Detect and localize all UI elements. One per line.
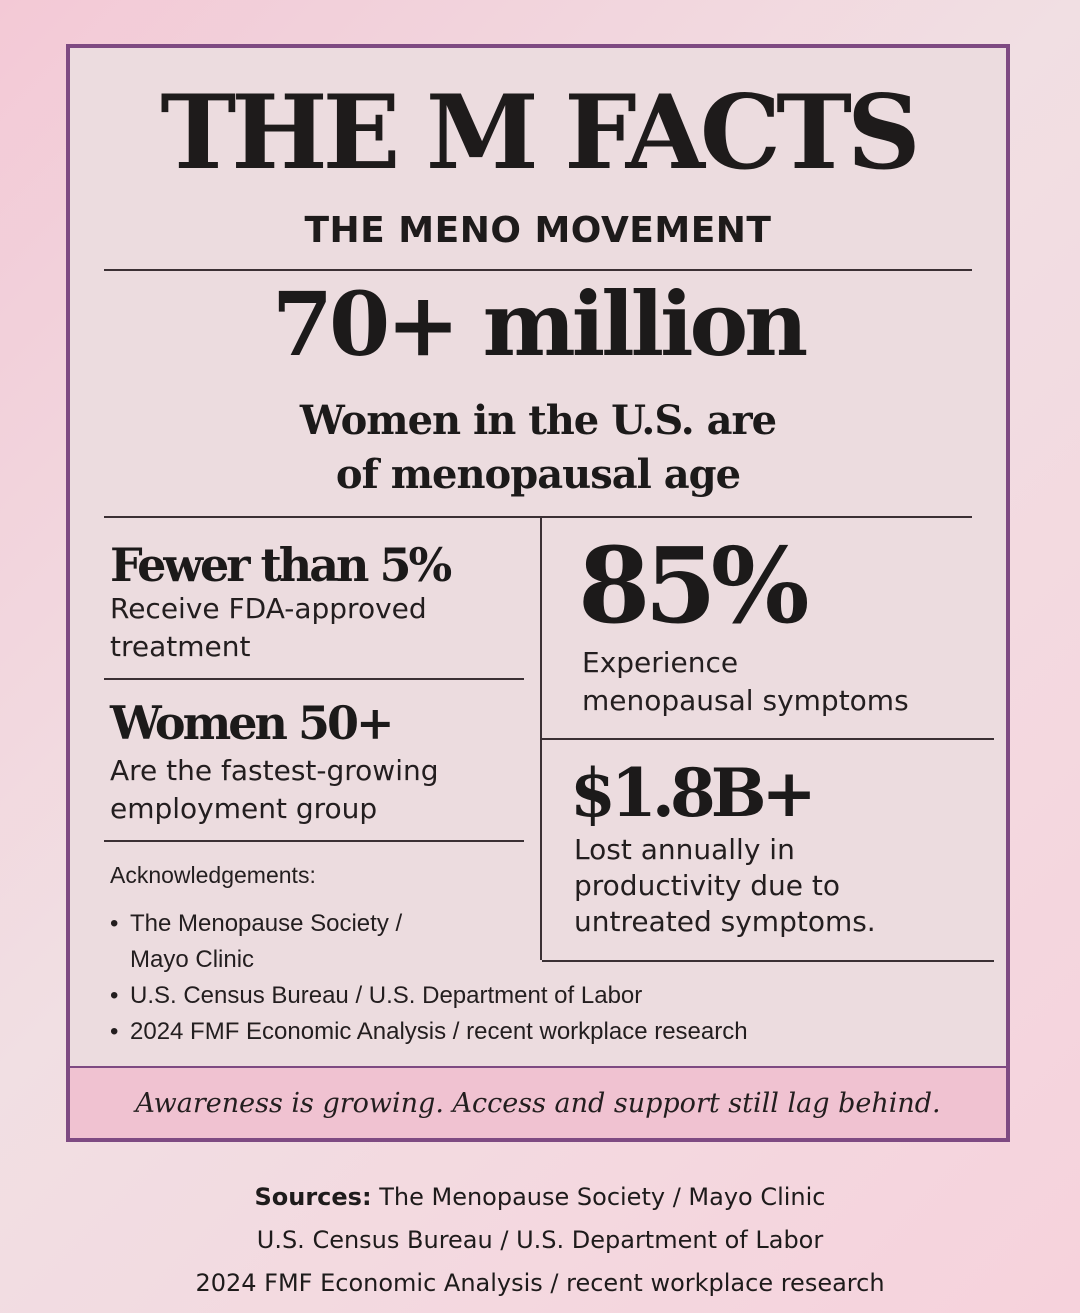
tagline-banner <box>70 1066 1006 1138</box>
fact-productivity-stat: $1.8B+ <box>570 754 812 832</box>
fact-women-line-1: Are the fastest-growing <box>110 754 439 787</box>
sources-line-2: U.S. Census Bureau / U.S. Department of Labor <box>256 1226 824 1254</box>
divider-left-1 <box>104 678 524 680</box>
sources-label: Sources: <box>254 1183 372 1211</box>
facts-card <box>66 44 1010 1142</box>
hero-description-line-2: of menopausal age <box>335 451 741 498</box>
fact-fda-description <box>110 590 427 666</box>
sources-line-3: 2024 FMF Economic Analysis / recent workplace research <box>195 1269 885 1297</box>
sources-footer <box>0 1176 1080 1305</box>
sources-line-1 <box>0 1176 1080 1219</box>
fact-women-stat: Women 50+ <box>110 696 392 750</box>
fact-fda-line-1: Receive FDA-approved <box>110 592 427 625</box>
fact-women-line-2: employment group <box>110 792 378 825</box>
hero-stat: 70+ million <box>271 272 805 376</box>
page-subtitle: THE MENO MOVEMENT <box>304 210 772 251</box>
sources-line-1-text: The Menopause Society / Mayo Clinic <box>379 1183 826 1211</box>
acknowledgement-item: • 2024 FMF Economic Analysis / recent workplace research <box>110 1014 748 1050</box>
fact-symptoms-line-2: menopausal symptoms <box>582 684 909 717</box>
fact-productivity-line-3: untreated symptoms. <box>574 905 876 938</box>
acknowledgements-title: Acknowledgements: <box>110 862 316 888</box>
fact-productivity-line-1: Lost annually in <box>574 833 795 866</box>
divider-right-1 <box>542 738 994 740</box>
page-title: THE M FACTS <box>160 73 916 193</box>
acknowledgements-list <box>110 906 748 1050</box>
hero-description-line-1: Women in the U.S. are <box>299 397 777 444</box>
divider-middle <box>104 516 972 518</box>
fact-productivity-line-2: productivity due to <box>574 869 841 902</box>
fact-women-description <box>110 752 439 828</box>
acknowledgement-item: • The Menopause Society / Mayo Clinic <box>110 906 460 978</box>
divider-top <box>104 269 972 271</box>
fact-symptoms-description <box>582 644 909 720</box>
fact-fda-stat: Fewer than 5% <box>110 538 450 592</box>
fact-symptoms-line-1: Experience <box>582 646 739 679</box>
divider-left-2 <box>104 840 524 842</box>
acknowledgement-item: • U.S. Census Bureau / U.S. Department of Labor <box>110 978 748 1014</box>
tagline-text: Awareness is growing. Access and support still lag behind. <box>135 1087 941 1119</box>
fact-symptoms-stat: 85% <box>578 524 804 647</box>
fact-fda-line-2: treatment <box>110 630 251 663</box>
hero-description <box>70 394 1006 502</box>
